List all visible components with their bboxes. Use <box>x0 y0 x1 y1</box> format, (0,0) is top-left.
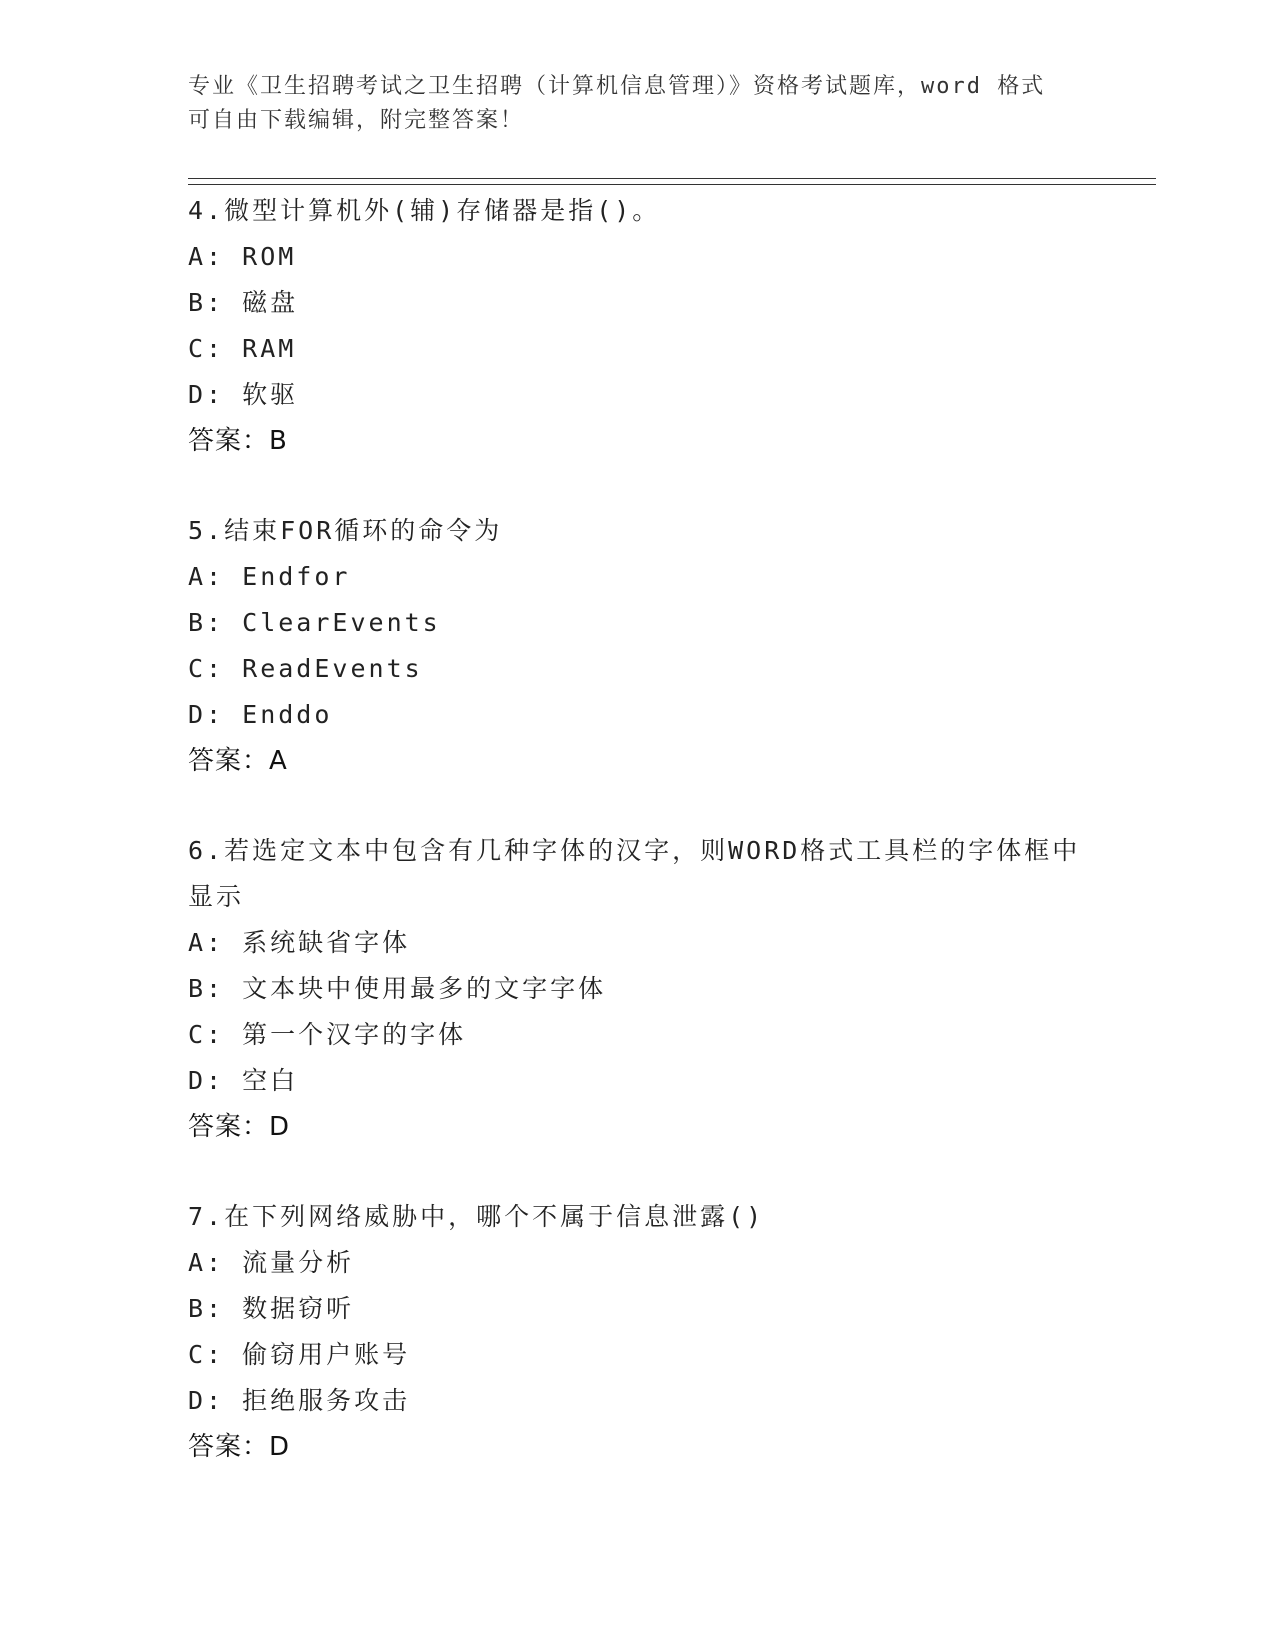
option-c: C: 偷窃用户账号 <box>188 1340 411 1369</box>
question-stem: 6.若选定文本中包含有几种字体的汉字，则WORD格式工具栏的字体框中显示 <box>188 836 1081 911</box>
header-divider <box>188 178 1156 185</box>
question-7 <box>188 1194 1088 1470</box>
answer: 答案：A <box>188 746 288 776</box>
option-b: B: ClearEvents <box>188 608 441 637</box>
option-b: B: 磁盘 <box>188 288 299 317</box>
question-4 <box>188 188 1088 464</box>
question-list <box>188 188 1088 1514</box>
question-stem: 7.在下列网络威胁中，哪个不属于信息泄露() <box>188 1202 765 1231</box>
option-c: C: 第一个汉字的字体 <box>188 1020 467 1049</box>
option-d: D: 空白 <box>188 1066 299 1095</box>
option-d: D: 拒绝服务攻击 <box>188 1386 411 1415</box>
option-d: D: Enddo <box>188 700 333 729</box>
option-d: D: 软驱 <box>188 380 299 409</box>
question-stem: 5.结束FOR循环的命令为 <box>188 516 503 545</box>
header-line-2: 可自由下载编辑，附完整答案！ <box>188 108 525 133</box>
document-header <box>188 70 1088 138</box>
option-c: C: RAM <box>188 334 297 363</box>
option-a: A: 系统缺省字体 <box>188 928 411 957</box>
answer: 答案：B <box>188 426 288 456</box>
question-5 <box>188 508 1088 784</box>
option-a: A: 流量分析 <box>188 1248 355 1277</box>
option-b: B: 文本块中使用最多的文字字体 <box>188 974 607 1003</box>
question-stem: 4.微型计算机外(辅)存储器是指()。 <box>188 196 661 225</box>
header-line-1: 专业《卫生招聘考试之卫生招聘（计算机信息管理）》资格考试题库，word 格式 <box>188 74 1046 99</box>
option-a: A: ROM <box>188 242 297 271</box>
question-6 <box>188 828 1088 1150</box>
option-c: C: ReadEvents <box>188 654 423 683</box>
option-b: B: 数据窃听 <box>188 1294 355 1323</box>
option-a: A: Endfor <box>188 562 351 591</box>
answer: 答案：D <box>188 1432 291 1462</box>
answer: 答案：D <box>188 1112 291 1142</box>
